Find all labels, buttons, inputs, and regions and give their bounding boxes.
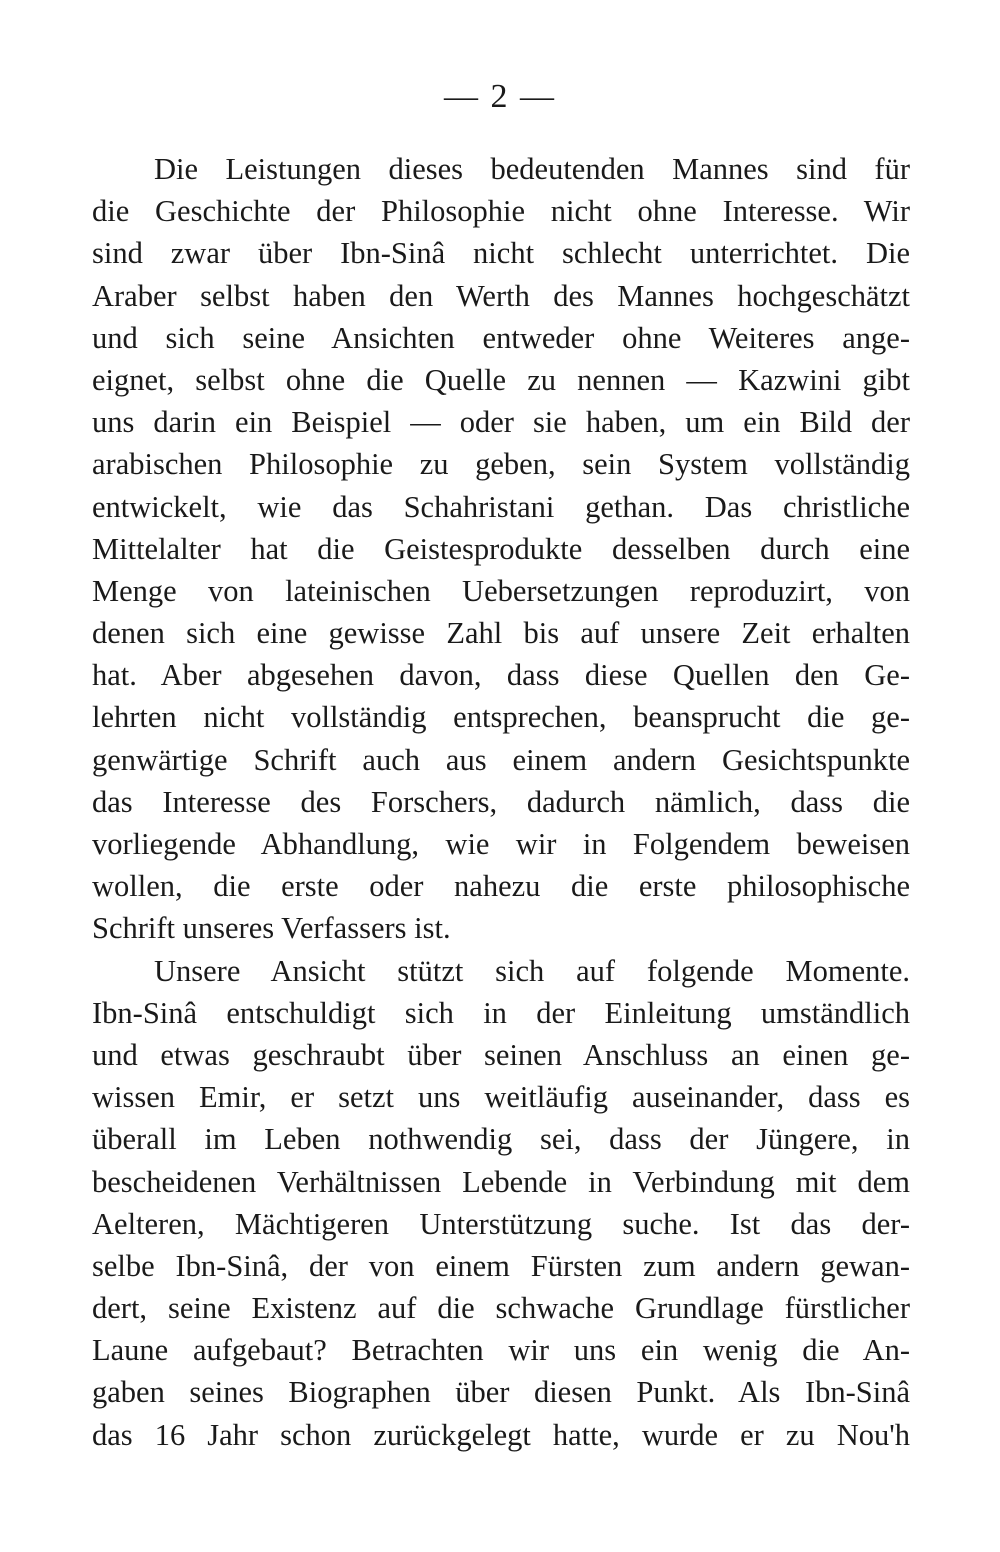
text-line: dert, seine Existenz auf die schwache Grundlage fürstlicher — [92, 1291, 910, 1326]
text-line: entwickelt, wie das Schahristani gethan. Das christliche — [92, 489, 910, 524]
text-line: das 16 Jahr schon zurückgelegt hatte, wurde er zu Nou'h — [92, 1417, 910, 1452]
text-line: bescheidenen Verhältnissen Lebende in Verbindung mit dem — [92, 1164, 910, 1199]
text-line: Araber selbst haben den Werth des Mannes hochgeschätzt — [92, 278, 910, 313]
text-line: Mittelalter hat die Geistesprodukte desselben durch eine — [92, 531, 910, 566]
body-text — [92, 148, 910, 1456]
text-line: und etwas geschraubt über seinen Anschluss an einen ge- — [92, 1037, 910, 1072]
text-line: hat. Aber abgesehen davon, dass diese Quellen den Ge- — [92, 658, 910, 693]
text-line: die Geschichte der Philosophie nicht ohne Interesse. Wir — [92, 194, 910, 229]
text-line: wissen Emir, er setzt uns weitläufig auseinander, dass es — [92, 1080, 910, 1115]
text-line: Laune aufgebaut? Betrachten wir uns ein wenig die An- — [92, 1333, 910, 1368]
text-line: genwärtige Schrift auch aus einem andern Gesichtspunkte — [92, 742, 910, 777]
text-line: selbe Ibn-Sinâ, der von einem Fürsten zum andern gewan- — [92, 1248, 910, 1283]
text-line: Schrift unseres Verfassers ist. — [92, 911, 451, 946]
text-line: Ibn-Sinâ entschuldigt sich in der Einleitung umständlich — [92, 995, 910, 1030]
text-line: lehrten nicht vollständig entsprechen, beansprucht die ge- — [92, 700, 910, 735]
text-line: und sich seine Ansichten entweder ohne Weiteres ange- — [92, 320, 910, 355]
text-line: eignet, selbst ohne die Quelle zu nennen — Kazwini gibt — [92, 362, 910, 397]
page-number: — 2 — — [444, 78, 556, 115]
text-line: wollen, die erste oder nahezu die erste philosophische — [92, 869, 910, 904]
text-line: Menge von lateinischen Uebersetzungen reproduzirt, von — [92, 573, 910, 608]
paragraph-2 — [92, 950, 910, 1456]
text-line: vorliegende Abhandlung, wie wir in Folgendem beweisen — [92, 827, 910, 861]
text-line: Die Leistungen dieses bedeutenden Mannes sind für — [154, 152, 910, 186]
text-line: Aelteren, Mächtigeren Unterstützung suche. Ist das der- — [92, 1206, 910, 1241]
text-line: sind zwar über Ibn-Sinâ nicht schlecht unterrichtet. Die — [92, 236, 910, 271]
text-line: gaben seines Biographen über diesen Punkt. Als Ibn-Sinâ — [92, 1375, 910, 1410]
text-line: denen sich eine gewisse Zahl bis auf unsere Zeit erhalten — [92, 616, 910, 651]
text-line: uns darin ein Beispiel — oder sie haben, um ein Bild der — [92, 405, 910, 440]
text-line: überall im Leben nothwendig sei, dass der Jüngere, in — [92, 1122, 910, 1157]
paragraph-1 — [92, 148, 910, 950]
text-line: das Interesse des Forschers, dadurch nämlich, dass die — [92, 784, 910, 819]
text-line: Unsere Ansicht stützt sich auf folgende Momente. — [154, 953, 910, 988]
text-line: arabischen Philosophie zu geben, sein System vollständig — [92, 447, 910, 482]
